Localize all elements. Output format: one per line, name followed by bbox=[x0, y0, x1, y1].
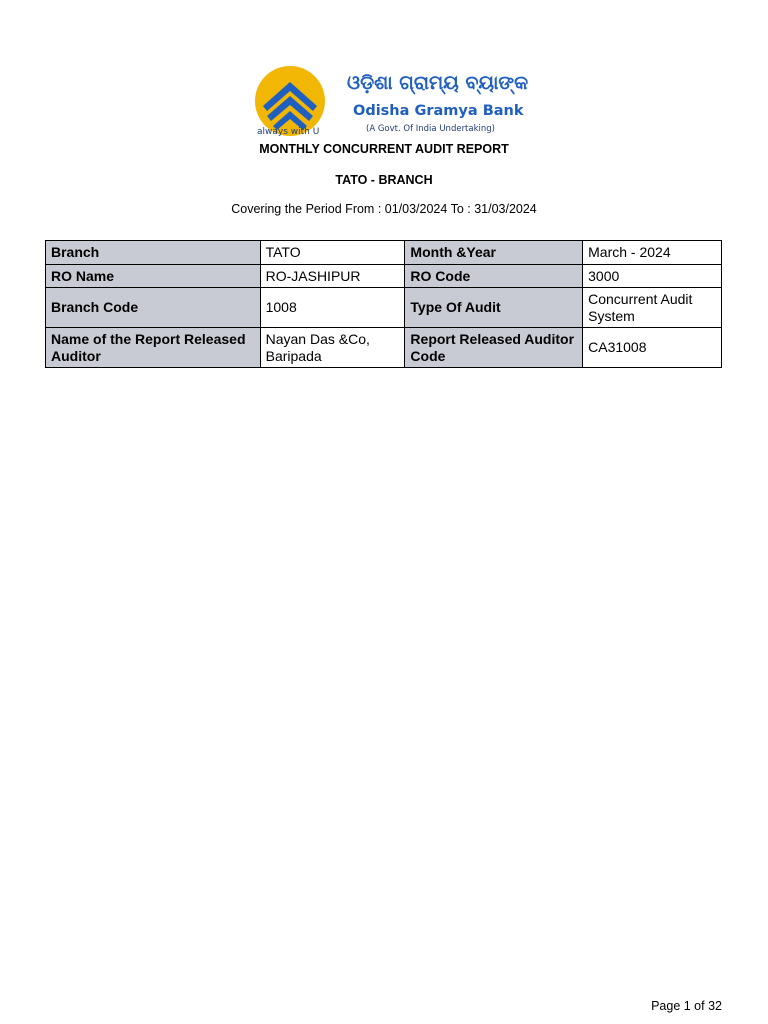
ro-code-value: 3000 bbox=[583, 265, 722, 288]
ro-name-label: RO Name bbox=[46, 265, 261, 288]
audit-type-label: Type Of Audit bbox=[405, 288, 583, 328]
auditor-code-value: CA31008 bbox=[583, 328, 722, 368]
ro-code-label: RO Code bbox=[405, 265, 583, 288]
table-row bbox=[46, 265, 722, 288]
table-row bbox=[46, 328, 722, 368]
branch-code-label: Branch Code bbox=[46, 288, 261, 328]
audit-info-table bbox=[45, 240, 722, 368]
auditor-name-value: Nayan Das &Co, Baripada bbox=[260, 328, 405, 368]
bank-name: Odisha Gramya Bank bbox=[353, 103, 524, 119]
audit-type-value: Concurrent Audit System bbox=[583, 288, 722, 328]
report-period: Covering the Period From : 01/03/2024 To : 31/03/2024 bbox=[231, 202, 537, 216]
bank-header bbox=[0, 60, 768, 142]
report-title: MONTHLY CONCURRENT AUDIT REPORT bbox=[259, 142, 509, 156]
bank-tagline: always with U bbox=[257, 127, 320, 137]
auditor-name-label: Name of the Report Released Auditor bbox=[46, 328, 261, 368]
page-number: Page 1 of 32 bbox=[651, 999, 722, 1013]
month-year-label: Month &Year bbox=[405, 241, 583, 265]
ro-name-value: RO-JASHIPUR bbox=[260, 265, 405, 288]
branch-value: TATO bbox=[260, 241, 405, 265]
auditor-code-label: Report Released Auditor Code bbox=[405, 328, 583, 368]
month-year-value: March - 2024 bbox=[583, 241, 722, 265]
bank-subtitle: (A Govt. Of India Undertaking) bbox=[366, 124, 495, 134]
branch-title: TATO - BRANCH bbox=[335, 173, 433, 187]
bank-name-native: ଓଡ଼ିଶା ଗ୍ରାମ୍ୟ ବ୍ୟାଙ୍କ bbox=[347, 72, 529, 94]
table-row bbox=[46, 288, 722, 328]
table-row bbox=[46, 241, 722, 265]
branch-label: Branch bbox=[46, 241, 261, 265]
branch-code-value: 1008 bbox=[260, 288, 405, 328]
